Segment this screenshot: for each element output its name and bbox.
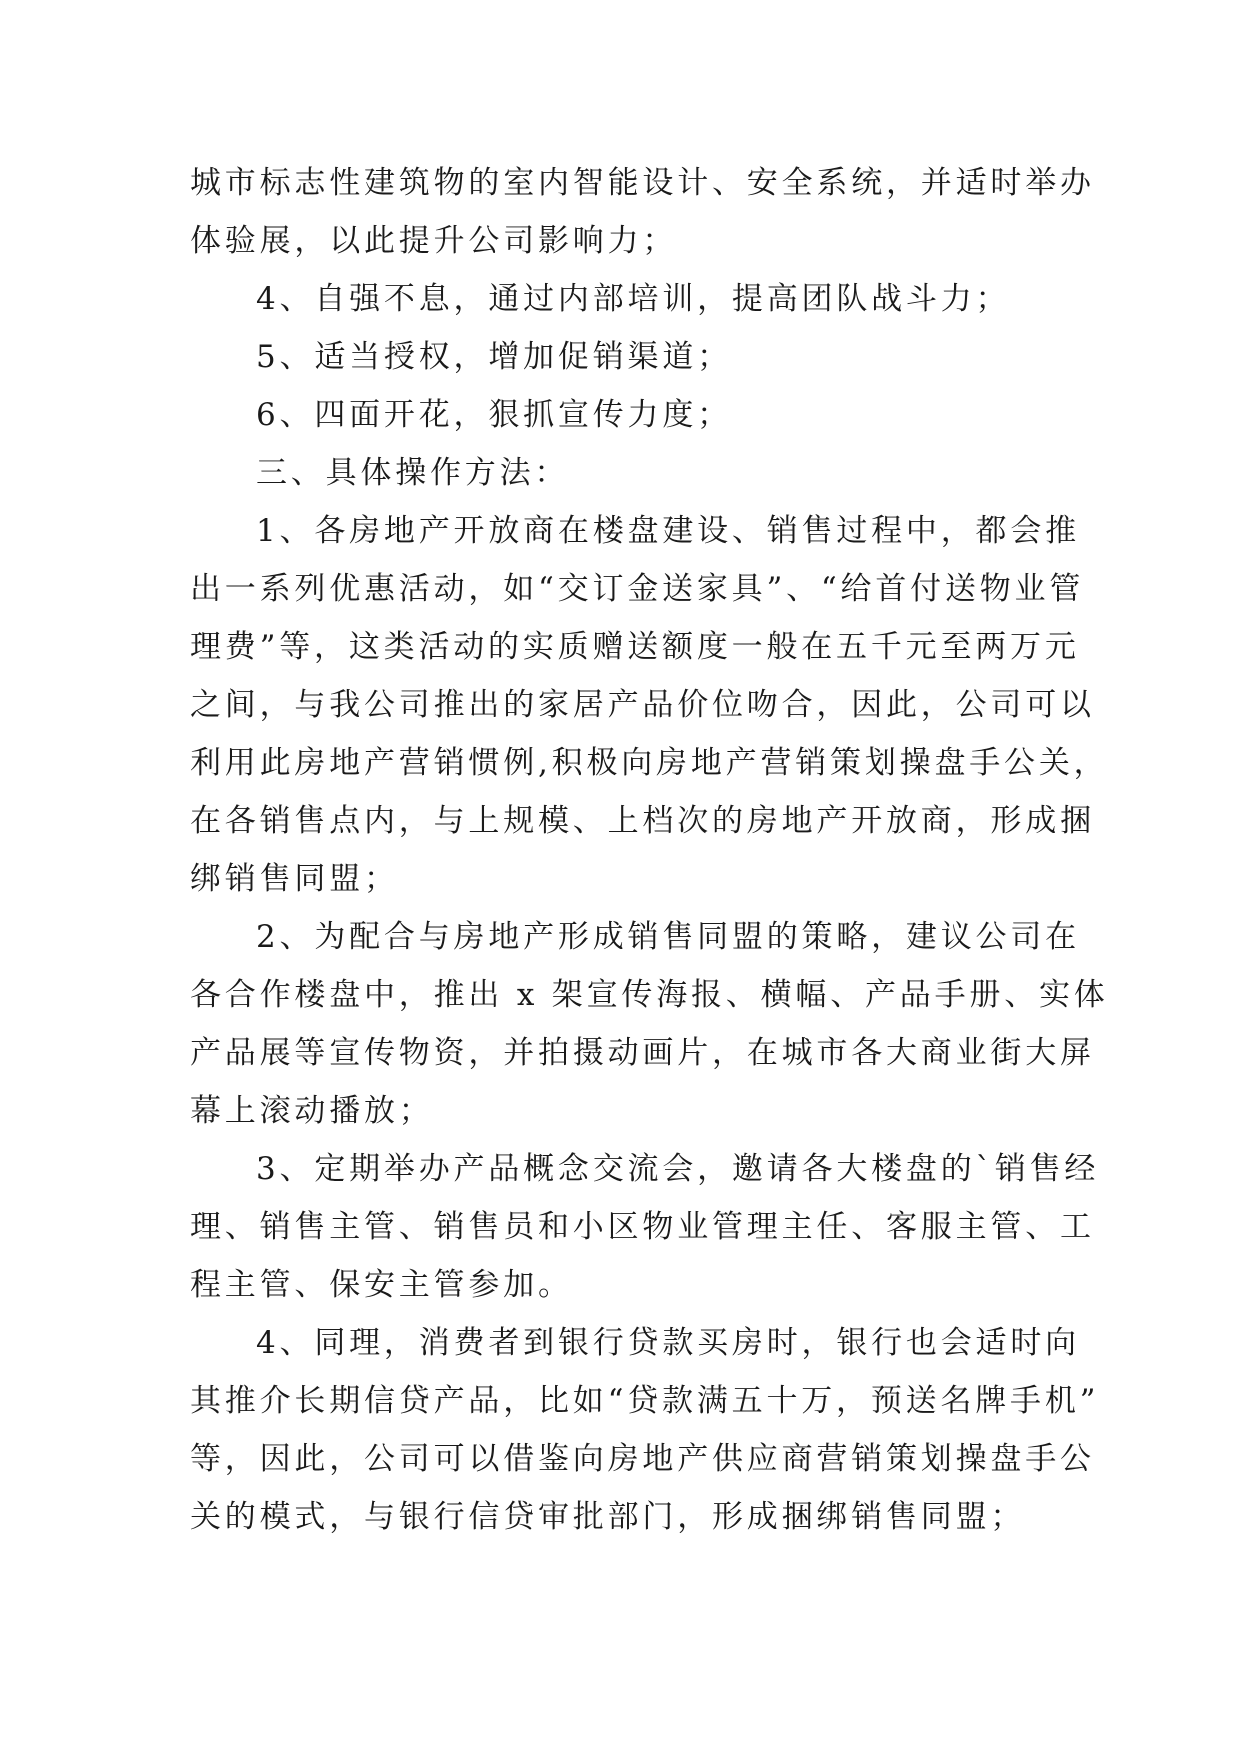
section-heading: 三、具体操作方法： [256, 455, 570, 491]
text-line: 等，因此，公司可以借鉴向房地产供应商营销策划操盘手公 [190, 1441, 1095, 1477]
text-line: 城市标志性建筑物的室内智能设计、安全系统，并适时举办 [190, 165, 1095, 201]
text-line: 之间，与我公司推出的家居产品价位吻合，因此，公司可以 [190, 687, 1095, 723]
text-line: 3、定期举办产品概念交流会，邀请各大楼盘的`销售经 [256, 1151, 1100, 1187]
text-line: 6、四面开花，狠抓宣传力度； [256, 397, 732, 433]
text-line: 4、自强不息，通过内部培训，提高团队战斗力； [256, 281, 1011, 317]
text-line: 2、为配合与房地产形成销售同盟的策略，建议公司在 [256, 919, 1080, 955]
text-line: 5、适当授权，增加促销渠道； [256, 339, 732, 375]
text-line: 程主管、保安主管参加。 [190, 1267, 573, 1303]
document-body [190, 154, 1109, 1546]
text-line: 理、销售主管、销售员和小区物业管理主任、客服主管、工 [190, 1209, 1095, 1245]
text-line: 体验展，以此提升公司影响力； [190, 223, 678, 259]
text-line: 幕上滚动播放； [190, 1093, 434, 1129]
text-line: 1、各房地产开放商在楼盘建设、销售过程中，都会推 [256, 513, 1080, 549]
text-line: 利用此房地产营销惯例,积极向房地产营销策划操盘手公关， [190, 745, 1109, 781]
text-line: 其推介长期信贷产品，比如“贷款满五十万，预送名牌手机” [190, 1383, 1100, 1419]
text-line: 绑销售同盟； [190, 861, 399, 897]
text-line: 4、同理，消费者到银行贷款买房时，银行也会适时向 [256, 1325, 1080, 1361]
text-line: 理费”等，这类活动的实质赠送额度一般在五千元至两万元 [190, 629, 1080, 665]
text-line: 关的模式，与银行信贷审批部门，形成捆绑销售同盟； [190, 1499, 1026, 1535]
text-line: 各合作楼盘中，推出 x 架宣传海报、横幅、产品手册、实体 [190, 977, 1109, 1013]
text-line: 在各销售点内，与上规模、上档次的房地产开放商，形成捆 [190, 803, 1095, 839]
text-line: 出一系列优惠活动，如“交订金送家具”、“给首付送物业管 [190, 571, 1085, 607]
text-line: 产品展等宣传物资，并拍摄动画片，在城市各大商业街大屏 [190, 1035, 1095, 1071]
